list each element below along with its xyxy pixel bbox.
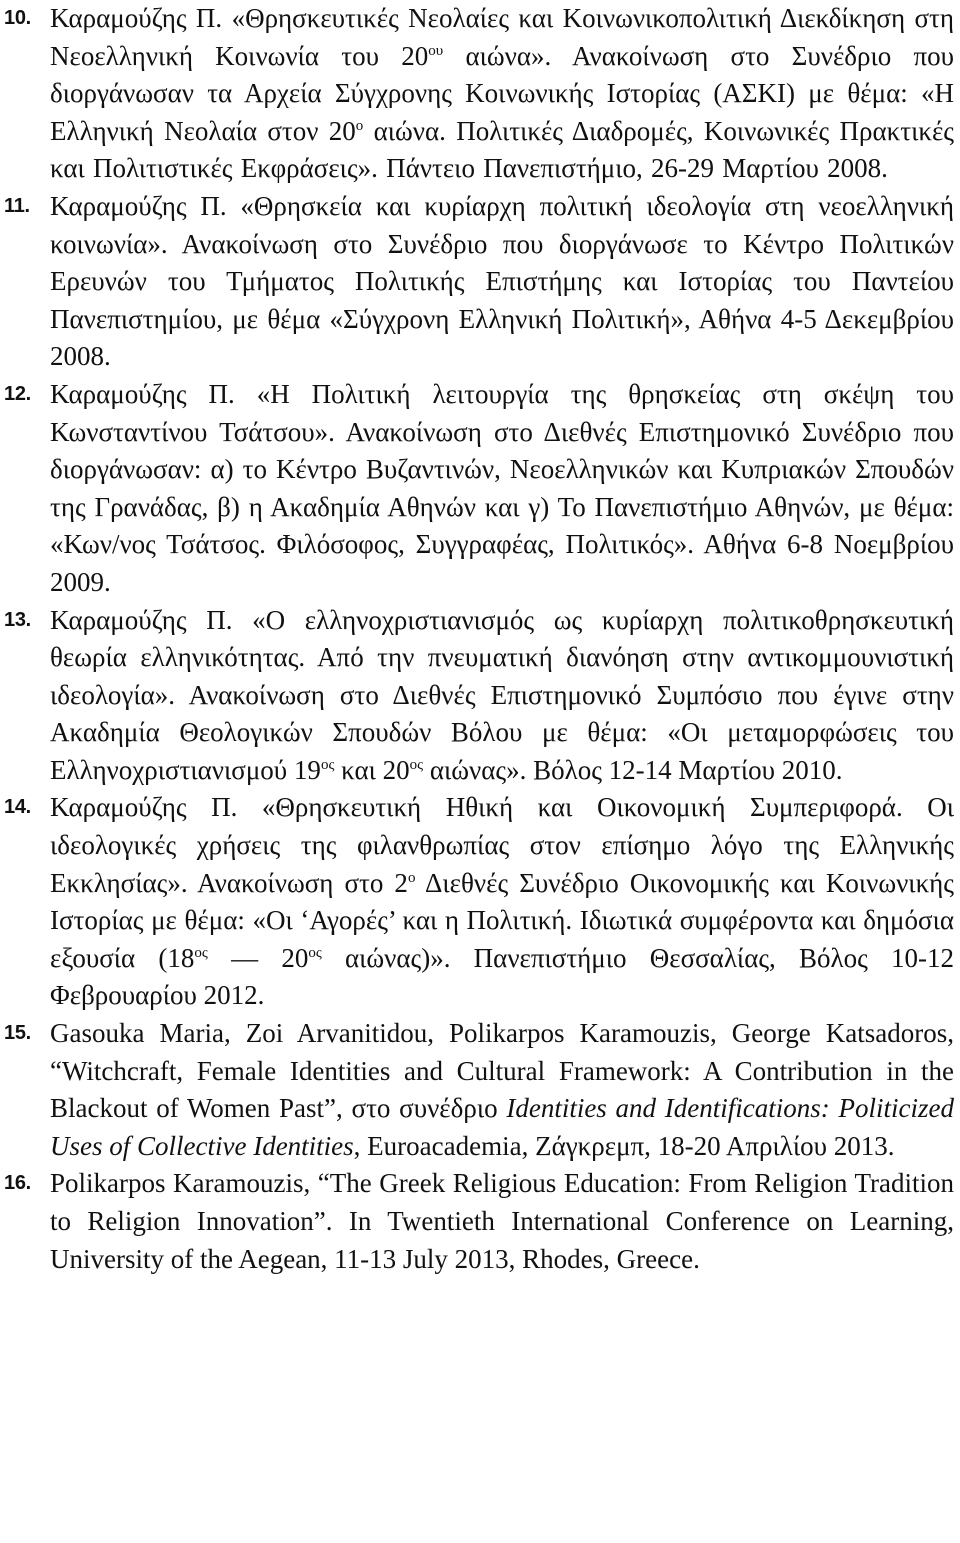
superscript: ος xyxy=(194,944,208,961)
item-number: 16. xyxy=(4,1172,31,1195)
item-number: 10. xyxy=(4,7,31,29)
superscript: ος xyxy=(308,944,322,961)
item-text: αιώνας». Βόλος 12-14 Μαρτίου 2010. xyxy=(423,754,843,785)
item-text: αιώνας)». Πανεπιστήμιο Θεσσαλίας, Βόλος 10-12 Φεβρουαρίου 2012. xyxy=(50,942,954,1011)
list-item xyxy=(4,0,954,188)
superscript: ο xyxy=(355,117,364,134)
item-number: 15. xyxy=(4,1022,31,1045)
list-item xyxy=(4,1165,954,1278)
item-text: , Euroacademia, Ζάγκρεμπ, 18-20 Απριλίου 2013. xyxy=(353,1130,895,1161)
item-text: αιώνα». Ανακοίνωση στο Συνέδριο που διοργάνωσαν τα Αρχεία Σύγχρονης Κοινωνικής Ιστορίας (ΑΣΚΙ) με θέμα: «Η Ελληνική Νεολαία στον 20 xyxy=(50,40,955,146)
item-text: Καραμούζης Π. «Θρησκευτικές Νεολαίες και Κοινωνικοπολιτική Διεκδίκηση στη Νεοελληνική Κοινωνία του 20 xyxy=(50,3,954,71)
superscript: ο xyxy=(407,869,416,886)
superscript: ου xyxy=(428,42,444,59)
publication-list xyxy=(4,0,954,1278)
list-item xyxy=(4,789,954,1015)
item-number: 13. xyxy=(4,608,31,631)
superscript: ος xyxy=(320,756,335,773)
item-text: — 20 xyxy=(207,942,309,973)
item-text: Καραμούζης Π. «Θρησκευτική Ηθική και Οικονομική Συμπεριφορά. Οι ιδεολογικές χρήσεις της φιλανθρωπίας στον επίσημο λόγο της Ελληνικής Εκκλησίας». Ανακοίνωση στο 2 xyxy=(50,792,954,898)
item-text: Gasouka Maria, Zoi Arvanitidou, Polikarpos Karamouzis, George Katsadoros, “Witchcraft, Female Identities and Cultural Framework: A Contribution in the Blackout of Women Past”, στο συνέδριο xyxy=(50,1018,954,1124)
superscript: ος xyxy=(409,756,424,773)
conference-title: Identities and Identifications: Politicized Uses of Collective Identities xyxy=(50,1093,954,1161)
item-text: Διεθνές Συνέδριο Οικονομικής και Κοινωνικής Ιστορίας με θέμα: «Οι ‘Αγορές’ και η Πολιτική. Ιδιωτικά συμφέροντα και δημόσια εξουσία (18 xyxy=(50,867,954,973)
list-item xyxy=(4,188,954,376)
list-item xyxy=(4,602,954,790)
item-text: Καραμούζης Π. «Θρησκεία και κυρίαρχη πολιτική ιδεολογία στη νεοελληνική κοινωνία». Ανακοίνωση στο Συνέδριο που διοργάνωσε το Κέντρο Πολιτικών Ερευνών του Τμήματος Πολιτικής Επιστήμης και Ιστορίας του Παντείου Πανεπιστημίου, με θέμα «Σύγχρονη Ελληνική Πολιτική», Αθήνα 4-5 Δεκεμβρίου 2008. xyxy=(50,190,954,372)
item-text: Καραμούζης Π. «Η Πολιτική λειτουργία της θρησκείας στη σκέψη του Κωνσταντίνου Τσάτσου». Ανακοίνωση στο Διεθνές Επιστημονικό Συνέδριο που διοργάνωσαν: α) το Κέντρο Βυζαντινών, Νεοελληνικών και Κυπριακών Σπουδών της Γρανάδας, β) η Ακαδημία Αθηνών και γ) Το Πανεπιστήμιο Αθηνών, με θέμα: «Κων/νος Τσάτσος. Φιλόσοφος, Συγγραφέας, Πολιτικός». Αθήνα 6-8 Νοεμβρίου 2009. xyxy=(50,378,954,597)
list-item xyxy=(4,1015,954,1165)
item-number: 14. xyxy=(4,796,31,819)
item-text: και 20 xyxy=(334,754,410,785)
item-text: Καραμούζης Π. «Ο ελληνοχριστιανισμός ως κυρίαρχη πολιτικοθρησκευτική θεωρία ελληνικότητας. Από την πνευματική διανόηση στην αντικομμουνιστική ιδεολογία». Ανακοίνωση στο Διεθνές Επιστημονικό Συμπόσιο που έγινε στην Ακαδημία Θεολογικών Σπουδών Βόλου με θέμα: «Οι μεταμορφώσεις του Ελληνοχριστιανισμού 19 xyxy=(50,604,954,785)
item-number: 12. xyxy=(4,382,31,405)
item-text: αιώνα. Πολιτικές Διαδρομές, Κοινωνικές Πρακτικές και Πολιτιστικές Εκφράσεις». Πάντειο Πανεπιστήμιο, 26-29 Μαρτίου 2008. xyxy=(50,115,954,184)
list-item xyxy=(4,376,954,602)
item-text: Polikarpos Karamouzis, “The Greek Religious Education: From Religion Tradition to Religion Innovation”. In Twentieth International Conference on Learning, University of the Aegean, 11-13 July 2013, Rhodes, Greece. xyxy=(50,1168,954,1274)
item-number: 11. xyxy=(4,194,30,217)
